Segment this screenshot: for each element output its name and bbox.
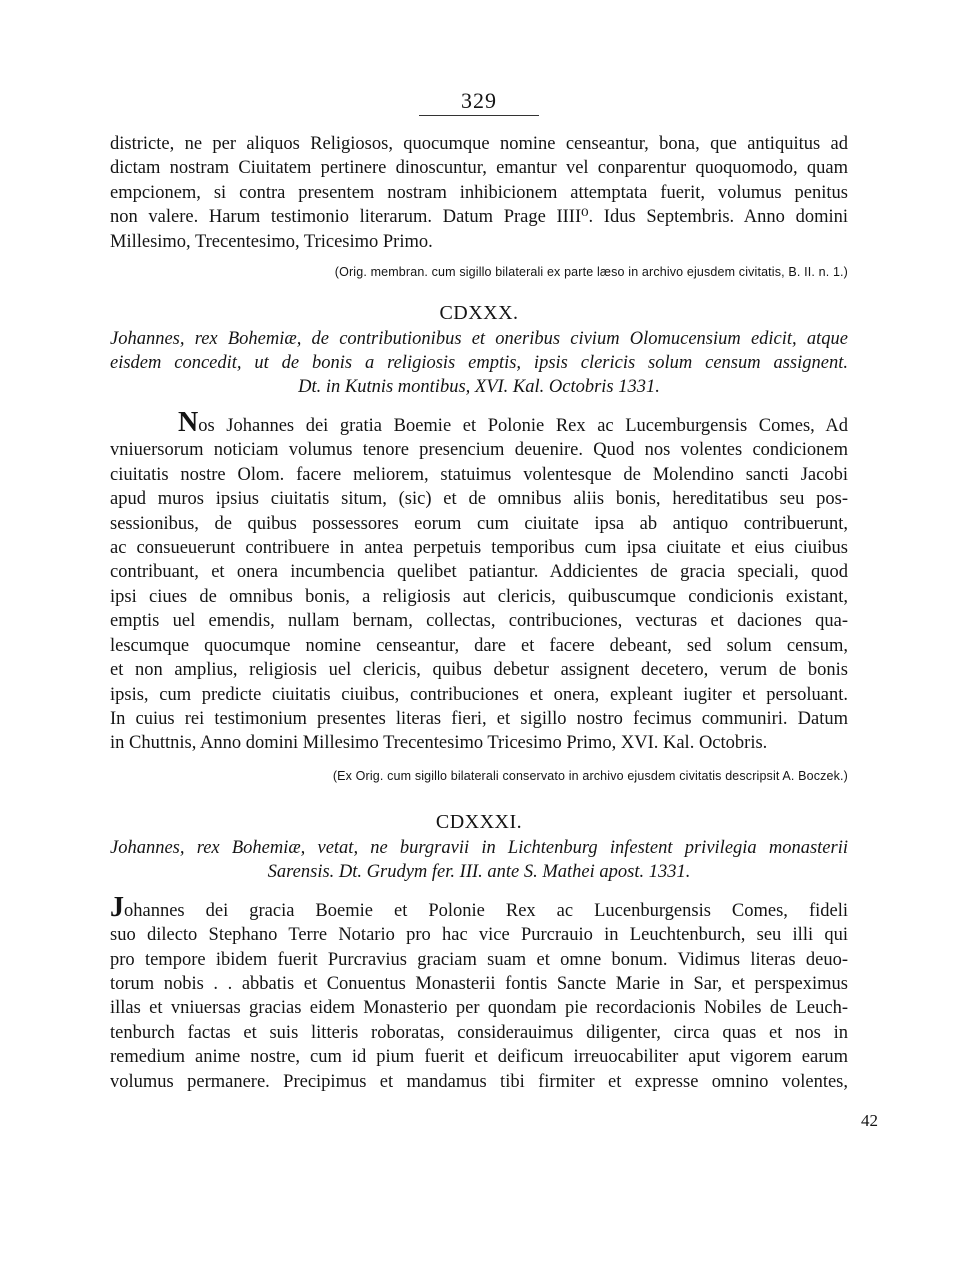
document-body <box>110 407 848 756</box>
text-line: pro tempore ibidem fuerit Purcravius graciam suam et omne bonum. Vidimus literas deuo- <box>110 949 848 970</box>
text-line-rest: ohannes dei gracia Boemie et Polonie Rex ac Lucenburgensis Comes, fideli <box>124 900 848 921</box>
regest-line: Johannes, rex Bohemiæ, de contributionibus et oneribus civium Olomucensium edicit, atque <box>110 329 848 350</box>
text-line: apud muros ipsius ciuitatis situm, (sic) et de omnibus aliis bonis, hereditatibus seu pos- <box>110 489 848 510</box>
page-content <box>110 88 848 1094</box>
drop-initial: J <box>110 891 124 923</box>
continuation-paragraph <box>110 132 848 254</box>
text-line: volumus permanere. Precipimus et mandamus tibi firmiter et expresse omnino volentes, <box>110 1071 848 1092</box>
text-line: In cuius rei testimonium presentes literas fieri, et sigillo nostro fecimus communiri. Datum <box>110 708 848 729</box>
text-line: contribuant, et onera incumbencia quelibet patiantur. Addicientes de gracia speciali, quod <box>110 562 848 583</box>
text-line: illas et vniuersas gracias eidem Monasterio per quondam pie recordacionis Nobiles de Leuch- <box>110 998 848 1019</box>
text-line: Millesimo, Trecentesimo, Tricesimo Primo. <box>110 231 433 252</box>
text-line: in Chuttnis, Anno domini Millesimo Trecentesimo Tricesimo Primo, XVI. Kal. Octobris. <box>110 733 768 754</box>
text-line: ipsi ciues de omnibus bonis, a religiosis aut clericis, quibuscumque condicionis existant, <box>110 586 848 607</box>
document-number: CDXXX. <box>439 302 519 325</box>
source-note: (Orig. membran. cum sigillo bilaterali ex parte læso in archivo ejusdem civitatis, B. II. n. 1.) <box>334 265 848 280</box>
text-line: districte, ne per aliquos Religiosos, quocumque nomine censeantur, bona, que antiquitus ad <box>110 134 848 154</box>
text-line: et non amplius, religiosis uel clericis, quibus debetur assignent decetero, verum de bonis <box>110 660 848 681</box>
signature-mark: 42 <box>861 1111 878 1130</box>
regest-line: Sarensis. Dt. Grudym fer. III. ante S. Mathei apost. 1331. <box>267 861 691 882</box>
document-number: CDXXXI. <box>435 810 523 833</box>
regest-line: eisdem concedit, ut de bonis a religiosis emptis, ipsis clericis solum censum assignent. <box>110 353 848 374</box>
drop-initial: N <box>178 407 199 439</box>
text-line: remedium anime nostre, cum id pium fuerit et deificum irreuocabiliter aput vigorem earum <box>110 1047 848 1068</box>
text-line: emptis uel emendis, nullam bernam, collectas, contribuciones, vecturas et daciones qua- <box>110 611 848 632</box>
text-line <box>110 407 848 439</box>
page-number: 329 <box>461 88 497 113</box>
text-line-rest: os Johannes dei gratia Boemie et Polonie Rex ac Lucemburgensis Comes, Ad <box>198 416 848 437</box>
source-note: (Ex Orig. cum sigillo bilaterali conservato in archivo ejusdem civitatis descripsit A. Boczek.) <box>332 768 848 783</box>
document-regest <box>110 836 848 884</box>
header-rule <box>419 115 539 116</box>
text-line: empcionem, si contra presentem nostram inhibicionem attemptata fuerit, volumus penitus <box>110 182 848 203</box>
regest-line: Johannes, rex Bohemiæ, vetat, ne burgravii in Lichtenburg infestent privilegia monasterii <box>110 837 848 858</box>
text-line: torum nobis . . abbatis et Conuentus Monasterii fontis Sancte Marie in Sar, et perspeximus <box>110 973 848 994</box>
document-regest <box>110 327 848 399</box>
text-line: lescumque quocumque nomine censeantur, dare et facere debeant, sed solum censum, <box>110 635 848 656</box>
text-line: dictam nostram Ciuitatem pertinere dinoscuntur, emantur vel conparentur quoquomodo, quam <box>110 158 848 179</box>
text-line: tenburch factas et suis litteris roboratas, considerauimus diligenter, circa quas et nos in <box>110 1022 848 1043</box>
text-line: ciuitatis nostre Olom. facere meliorem, statuimus volentesque de Molendino sancti Jacobi <box>110 464 848 485</box>
document-body <box>110 891 848 1094</box>
text-line: sessionibus, de quibus possessores eorum cum ciuitate ipsa ab antiquo contribuerunt, <box>110 513 848 534</box>
text-line: vniuersorum noticiam volumus tenore presencium deuenire. Quod nos volentes condicionem <box>110 440 848 461</box>
text-line: suo dilecto Stephano Terre Notario pro hac vice Purcrauio in Leuchtenburch, seu illi qui <box>110 925 848 946</box>
text-line: non valere. Harum testimonio literarum. Datum Prage IIII⁰. Idus Septembris. Anno domini <box>110 207 848 228</box>
text-line: ipsis, cum predicte ciuitatis ciuibus, contribuciones et onera, expleant iugiter et persoluant. <box>110 684 848 705</box>
text-line: ac consueuerunt contribuere in antea perpetuis temporibus cum ipsa ciuitate et eius ciuibus <box>110 538 848 559</box>
text-line <box>110 891 848 923</box>
regest-line: Dt. in Kutnis montibus, XVI. Kal. Octobris 1331. <box>298 377 660 398</box>
